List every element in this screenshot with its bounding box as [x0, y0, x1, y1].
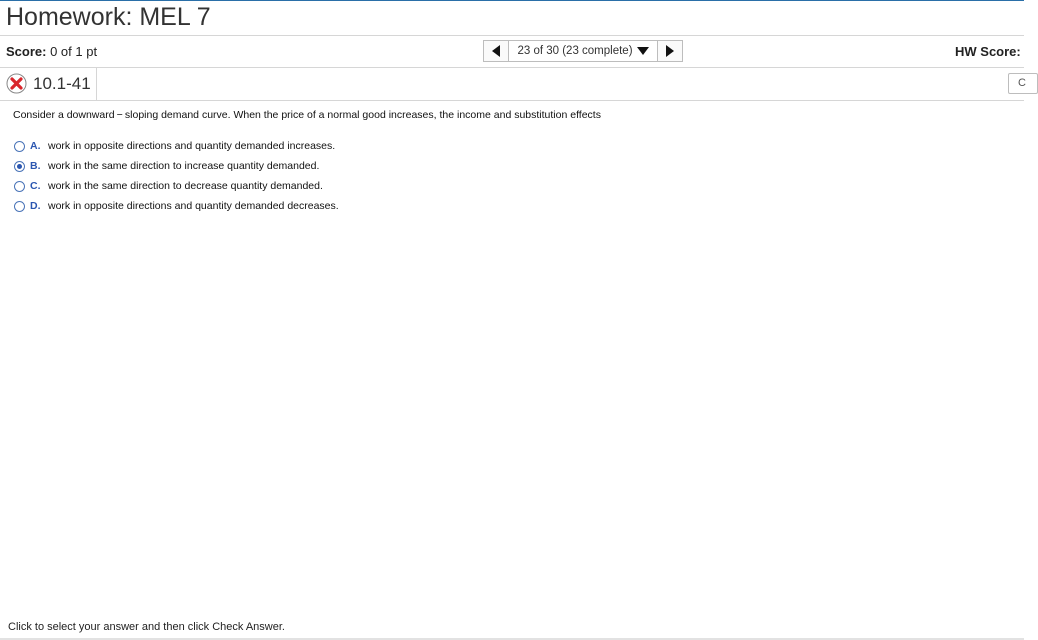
question-header: [0, 68, 1024, 101]
choice-a[interactable]: [14, 136, 339, 156]
choice-letter: A.: [30, 140, 41, 152]
question-score: [6, 44, 97, 59]
radio-d[interactable]: [14, 201, 25, 212]
score-bar: [0, 36, 1024, 68]
triangle-right-icon: [666, 45, 674, 57]
question-navigator: [483, 40, 683, 62]
question-options-button[interactable]: C: [1008, 73, 1038, 94]
triangle-left-icon: [492, 45, 500, 57]
score-value: 0 of 1 pt: [50, 44, 98, 59]
radio-a[interactable]: [14, 141, 25, 152]
choice-c[interactable]: [14, 176, 339, 196]
question-position-text: 23 of 30 (23 complete): [517, 45, 633, 57]
next-question-button[interactable]: [657, 40, 683, 62]
triangle-down-icon: [637, 47, 649, 55]
answer-instruction: Click to select your answer and then click Check Answer.: [8, 621, 285, 633]
choice-b[interactable]: [14, 156, 339, 176]
incorrect-x-icon: [6, 73, 27, 94]
choice-text: work in opposite directions and quantity demanded increases.: [48, 140, 336, 152]
answer-choices: [14, 136, 339, 216]
question-prompt: Consider a downward − sloping demand curve. When the price of a normal good increases, the income and substitution effects: [13, 109, 601, 121]
choice-letter: B.: [30, 160, 41, 172]
question-select-dropdown[interactable]: [509, 40, 657, 62]
hw-score-label: HW Score:: [955, 44, 1021, 59]
choice-text: work in opposite directions and quantity demanded decreases.: [48, 200, 339, 212]
previous-question-button[interactable]: [483, 40, 509, 62]
choice-letter: C.: [30, 180, 41, 192]
choice-d[interactable]: [14, 196, 339, 216]
choice-text: work in the same direction to increase quantity demanded.: [48, 160, 320, 172]
question-id: 10.1-41: [33, 74, 91, 93]
choice-text: work in the same direction to decrease quantity demanded.: [48, 180, 323, 192]
choice-letter: D.: [30, 200, 41, 212]
page-title: Homework: MEL 7: [6, 3, 211, 31]
hw-score: [955, 44, 1021, 59]
radio-b[interactable]: [14, 161, 25, 172]
score-label: Score:: [6, 44, 47, 59]
header-divider: [96, 68, 97, 100]
title-bar: [0, 1, 1024, 36]
radio-c[interactable]: [14, 181, 25, 192]
